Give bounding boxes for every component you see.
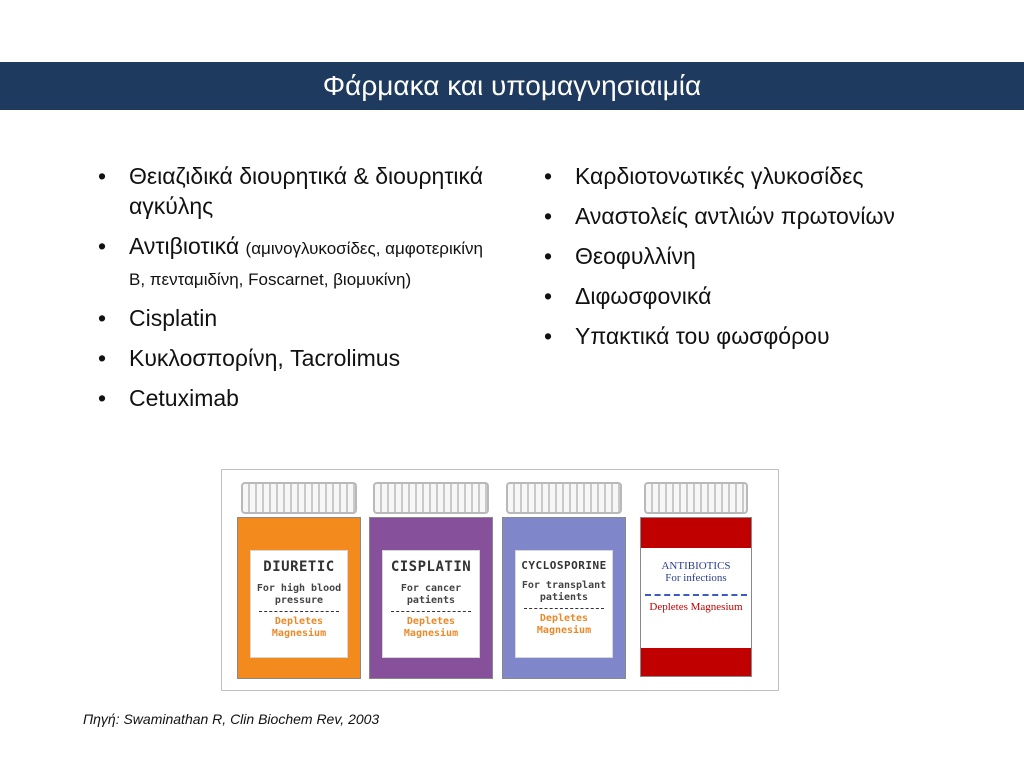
bottle-drug-name: CISPLATIN xyxy=(390,559,472,575)
list-item-text: Αντιβιοτικά xyxy=(129,233,240,259)
label-divider xyxy=(259,611,339,612)
slide-title: Φάρμακα και υπομαγνησιαιμία xyxy=(0,62,1024,110)
bullet-icon: • xyxy=(97,345,107,371)
label-divider xyxy=(524,608,604,609)
list-item xyxy=(533,201,963,231)
list-item-text: Θεοφυλλίνη xyxy=(575,243,696,269)
list-item xyxy=(533,241,963,271)
bottle-effect-text: Depletes Magnesium xyxy=(649,601,743,613)
list-item-text: Cetuximab xyxy=(129,385,239,411)
bottle-body xyxy=(369,517,493,679)
bottle-body xyxy=(502,517,626,679)
cyclosporine-bottle xyxy=(502,482,626,679)
bottle-effect-text: Depletes Magnesium xyxy=(271,616,327,639)
bottle-drug-name: ANTIBIOTICS xyxy=(661,560,731,572)
bullet-icon: • xyxy=(97,163,107,189)
bottle-cap xyxy=(241,482,357,514)
bottle-cap xyxy=(373,482,489,514)
bullet-icon: • xyxy=(543,163,553,189)
bullet-icon: • xyxy=(97,305,107,331)
bottle-body xyxy=(640,517,752,677)
bottle-effect-text: Depletes Magnesium xyxy=(403,616,459,639)
bottle-label xyxy=(382,550,480,658)
bullet-icon: • xyxy=(543,283,553,309)
list-item-text: Καρδιοτονωτικές γλυκοσίδες xyxy=(575,163,864,189)
bottle-use-text: For cancer patients xyxy=(400,583,462,606)
right-bullet-list xyxy=(533,161,963,361)
bottle-body xyxy=(237,517,361,679)
list-item xyxy=(87,383,487,413)
list-item xyxy=(87,161,487,221)
bottle-cap xyxy=(506,482,622,514)
bottle-drug-name: CYCLOSPORINE xyxy=(521,559,607,572)
bullet-icon: • xyxy=(543,243,553,269)
source-citation: Πηγή: Swaminathan R, Clin Biochem Rev, 2003 xyxy=(83,711,380,727)
list-item xyxy=(533,281,963,311)
list-item xyxy=(87,343,487,373)
bottle-label xyxy=(515,550,613,658)
bottle-use-text: For high blood pressure xyxy=(256,583,342,606)
list-item xyxy=(87,303,487,333)
bullet-icon: • xyxy=(97,385,107,411)
label-divider xyxy=(645,594,747,596)
diuretic-bottle xyxy=(237,482,361,679)
bottle-label xyxy=(641,548,751,648)
bottle-use-text: For transplant patients xyxy=(521,580,607,603)
list-item-text: Κυκλοσπορίνη, Tacrolimus xyxy=(129,345,401,371)
bullet-icon: • xyxy=(97,233,107,259)
medicine-bottles-image xyxy=(221,469,779,691)
list-item-subtext: (αμινογλυκοσίδες, αμφοτερικίνη Β, πενταμιδίνη, Foscarnet, βιομυκίνη) xyxy=(129,239,483,289)
list-item-text: Cisplatin xyxy=(129,305,218,331)
list-item-text: Αναστολείς αντλιών πρωτονίων xyxy=(575,203,895,229)
list-item xyxy=(87,231,487,293)
bottle-effect-text: Depletes Magnesium xyxy=(536,613,592,636)
bottle-use-text: For infections xyxy=(665,572,727,584)
bottle-label xyxy=(250,550,348,658)
antibiotics-bottle xyxy=(640,482,752,677)
bottle-cap xyxy=(644,482,748,514)
list-item-text: Διφωσφονικά xyxy=(575,283,712,309)
list-item xyxy=(533,321,963,351)
bottle-drug-name: DIURETIC xyxy=(263,559,335,575)
bullet-icon: • xyxy=(543,323,553,349)
list-item-text: Θειαζιδικά διουρητικά & διουρητικά αγκύλης xyxy=(129,163,484,219)
bullet-icon: • xyxy=(543,203,553,229)
list-item xyxy=(533,161,963,191)
cisplatin-bottle xyxy=(369,482,493,679)
left-bullet-list xyxy=(87,161,487,423)
label-divider xyxy=(391,611,471,612)
list-item-text: Υπακτικά του φωσφόρου xyxy=(575,323,830,349)
